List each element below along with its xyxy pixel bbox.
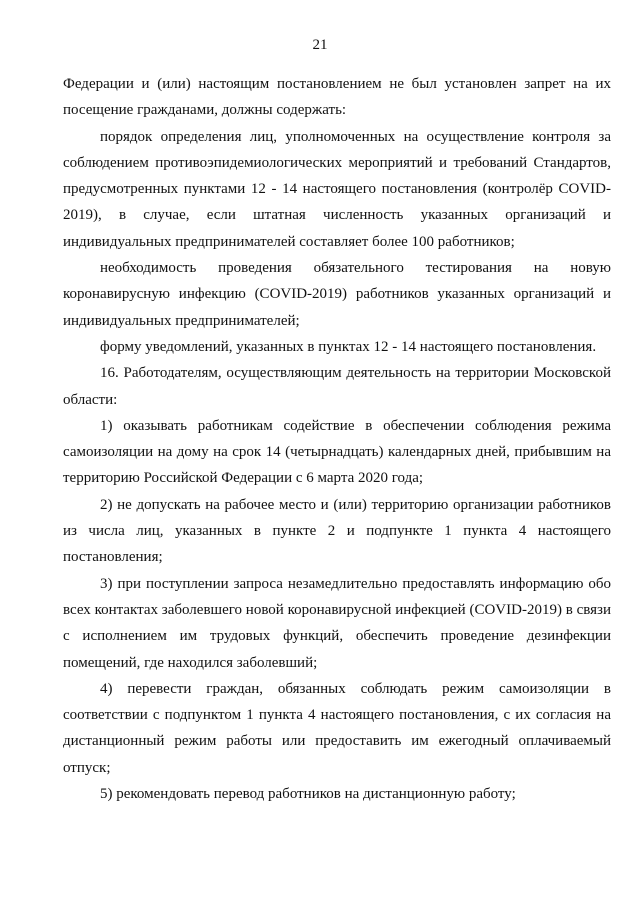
paragraph-continuation: Федерации и (или) настоящим постановлением не был установлен запрет на их посещение гражданами, должны содержать: [63, 76, 611, 119]
paragraph-subitem-1: 1) оказывать работникам содействие в обеспечении соблюдения режима самоизоляции на дому на срок 14 (четырнадцать) календарных дней, прибывшим на территорию Российской Федерации с 6 марта 2020 года; [63, 417, 611, 487]
document-body [63, 71, 611, 807]
page-number: 21 [312, 37, 328, 53]
paragraph-subitem-2: 2) не допускать на рабочее место и (или) территорию организации работников из числа лиц, указанных в пункте 2 и подпункте 1 пункта 4 настоящего постановления; [63, 496, 611, 566]
paragraph-notification-form: форму уведомлений, указанных в пунктах 12 - 14 настоящего постановления. [100, 338, 597, 355]
paragraph-subitem-5: 5) рекомендовать перевод работников на дистанционную работу; [100, 786, 516, 803]
paragraph-item-16: 16. Работодателям, осуществляющим деятельность на территории Московской области: [63, 365, 611, 408]
paragraph-subitem-3: 3) при поступлении запроса незамедлительно предоставлять информацию обо всех контактах заболевшего новой коронавирусной инфекцией (COVID-2019) в связи с исполнением им трудовых функций, обеспечить проведение дезинфекции помещений, где находился заболевший; [63, 575, 611, 671]
paragraph-testing-requirement: необходимость проведения обязательного тестирования на новую коронавирусную инфекцию (COVID-2019) работников указанных организаций и индивидуальных предпринимателей; [63, 260, 611, 329]
paragraph-controller-procedure: порядок определения лиц, уполномоченных на осуществление контроля за соблюдением противоэпидемиологических мероприятий и требований Стандартов, предусмотренных пунктами 12 - 14 настоящего постановления (контролёр COVID-2019), в случае, если штатная численность указанных организаций и индивидуальных предпринимателей составляет более 100 работников; [63, 128, 611, 250]
paragraph-subitem-4: 4) перевести граждан, обязанных соблюдать режим самоизоляции в соответствии с подпунктом 1 пункта 4 настоящего постановления, с их согласия на дистанционный режим работы или предоставить им ежегодный оплачиваемый отпуск; [63, 680, 611, 776]
